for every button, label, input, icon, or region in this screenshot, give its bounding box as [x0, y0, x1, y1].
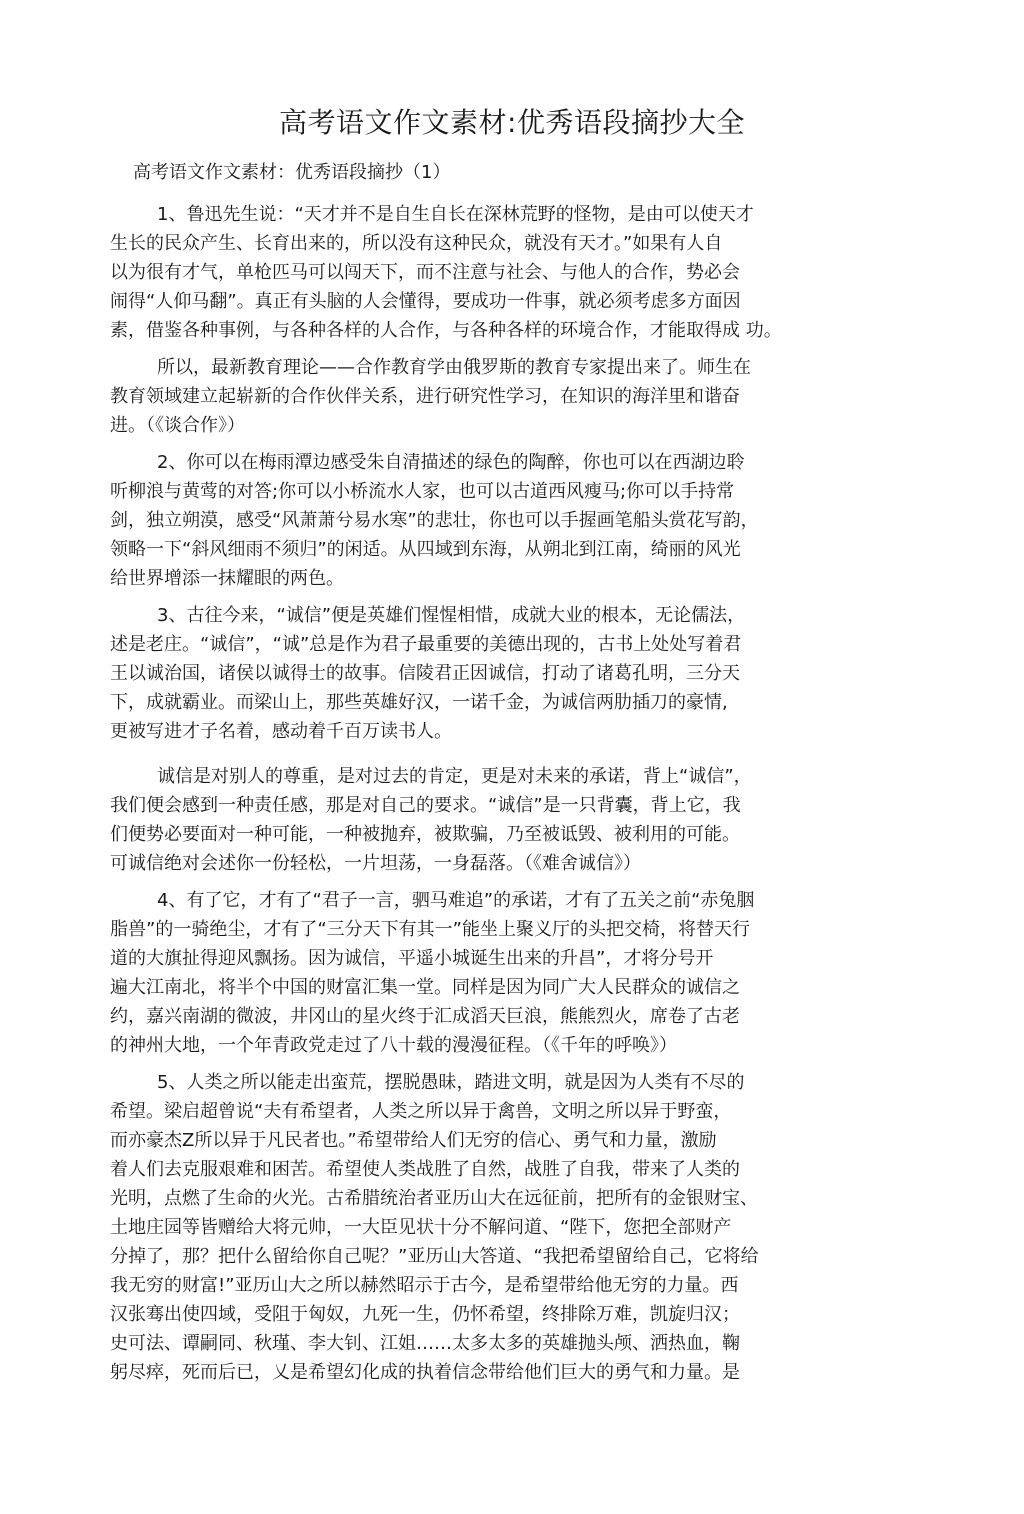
paragraph-line: 剑，独立朔漠，感受“风萧萧兮易水寒”的悲壮，你也可以手握画笔船头赏花写韵，	[110, 510, 759, 531]
paragraph-line: 史可法、谭嗣同、秋瑾、李大钊、江姐……太多太多的英雄抛头颅、洒热血，鞠	[110, 1333, 740, 1354]
paragraph-line: 闹得“人仰马翻”。真正有头脑的人会懂得，要成功一件事，就必须考虑多方面因	[110, 291, 741, 312]
paragraph-line: 诚信是对别人的尊重，是对过去的肯定，更是对未来的承诺，背上“诚信”，	[157, 766, 752, 787]
paragraph-line: 2、你可以在梅雨潭边感受朱自清描述的绿色的陶醉，你也可以在西湖边聆	[157, 452, 745, 473]
document-title: 高考语文作文素材:优秀语段摘抄大全	[279, 106, 745, 139]
paragraph-line: 所以，最新教育理论——合作教育学由俄罗斯的教育专家提出来了。师生在	[157, 357, 751, 378]
paragraph-line: 进。（《谈合作》）	[110, 415, 245, 436]
paragraph-line: 约，嘉兴南湖的微波，井冈山的星火终于汇成滔天巨浪，熊熊烈火，席卷了古老	[110, 1006, 740, 1027]
paragraph-line: 脂兽”的一骑绝尘，才有了“三分天下有其一”能坐上聚义厅的头把交椅，将替天行	[110, 919, 750, 940]
paragraph-line: 分掉了，那？把什么留给你自己呢？”亚历山大答道、“我把希望留给自己，它将给	[110, 1246, 759, 1267]
paragraph-line: 希望。梁启超曾说“夫有希望者，人类之所以异于禽兽，文明之所以异于野蛮，	[110, 1101, 732, 1122]
paragraph-line: 4、有了它，才有了“君子一言，驷马难追”的承诺，才有了五关之前“赤兔胭	[157, 890, 755, 911]
section-subtitle: 高考语文作文素材：优秀语段摘抄（1）	[133, 162, 451, 183]
paragraph-line: 以为很有才气，单枪匹马可以闯天下，而不注意与社会、与他人的合作，势必会	[110, 262, 740, 283]
paragraph-line: 我无穷的财富!”亚历山大之所以赫然昭示于古今，是希望带给他无穷的力量。西	[110, 1275, 739, 1296]
paragraph-line: 3、古往今来，“诚信”便是英雄们惺惺相惜，成就大业的根本，无论儒法，	[157, 605, 746, 626]
paragraph-line: 我们便会感到一种责任感，那是对自己的要求。“诚信”是一只背囊，背上它，我	[110, 795, 741, 816]
paragraph-line: 们便势必要面对一种可能，一种被抛弃，被欺骗，乃至被诋毁、被利用的可能。	[110, 824, 740, 845]
paragraph-line: 光明，点燃了生命的火光。古希腊统治者亚历山大在远征前，把所有的金银财宝、	[110, 1188, 758, 1209]
paragraph-line: 躬尽瘁，死而后已，乂是希望幻化成的执着信念带给他们巨大的勇气和力量。是	[110, 1362, 740, 1383]
paragraph-line: 的神州大地，一个年青政党走过了八十载的漫漫征程。（《千年的呼唤》）	[110, 1035, 677, 1056]
paragraph-line: 道的大旗扯得迎风飘扬。因为诚信，平遥小城诞生出来的升昌”，才将分号开	[110, 948, 714, 969]
paragraph-line: 教育领域建立起崭新的合作伙伴关系，进行研究性学习，在知识的海洋里和谐奋	[110, 386, 740, 407]
paragraph-line: 下，成就霸业。而梁山上，那些英雄好汉，一诺千金，为诚信两肋插刀的豪情,	[110, 692, 728, 713]
paragraph-line: 5、人类之所以能走出蛮荒，摆脱愚昧，踏进文明，就是因为人类有不尽的	[157, 1072, 745, 1093]
paragraph-line: 领略一下“斜风细雨不须归”的闲适。从四域到东海，从朔北到江南，绮丽的风光	[110, 539, 741, 560]
paragraph-line: 更被写进才子名着，感动着千百万读书人。	[110, 721, 452, 742]
paragraph-line: 汉张骞出使四域，受阻于匈奴，九死一生，仍怀希望，终排除万难，凯旋归汉；	[110, 1304, 740, 1325]
paragraph-line: 生长的民众产生、长育出来的，所以没有这种民众，就没有天才。”如果有人自	[110, 233, 723, 254]
paragraph-line: 述是老庄。“诚信”，“诚”总是作为君子最重要的美德出现的，古书上处处写着君	[110, 634, 742, 655]
paragraph-line: 土地庄园等皆赠给大将元帅，一大臣见状十分不解问道、“陛下，您把全部财产	[110, 1217, 732, 1238]
paragraph-line: 听柳浪与黄莺的对答;你可以小桥流水人家，也可以古道西风瘦马;你可以手持常	[110, 481, 735, 502]
paragraph-line: 素，借鉴各种事例，与各种各样的人合作，与各种各样的环境合作，才能取得成 功。	[110, 320, 782, 341]
paragraph-line: 而亦豪杰Z所以异于凡民者也。”希望带给人们无穷的信心、勇气和力量，激励	[110, 1130, 717, 1151]
paragraph-line: 给世界增添一抹耀眼的两色。	[110, 568, 344, 589]
paragraph-line: 着人们去克服艰难和困苦。希望使人类战胜了自然，战胜了自我，带来了人类的	[110, 1159, 740, 1180]
paragraph-line: 可诚信绝对会述你一份轻松，一片坦荡，一身磊落。（《难舍诚信》）	[110, 853, 641, 874]
paragraph-line: 1、鲁迅先生说：“天才并不是自生自长在深林荒野的怪物，是由可以使天才	[157, 204, 754, 225]
paragraph-line: 遍大江南北，将半个中国的财富汇集一堂。同样是因为同广大人民群众的诚信之	[110, 977, 740, 998]
paragraph-line: 王以诚治国，诸侯以诚得士的故事。信陵君正因诚信，打动了诸葛孔明，三分天	[110, 663, 740, 684]
